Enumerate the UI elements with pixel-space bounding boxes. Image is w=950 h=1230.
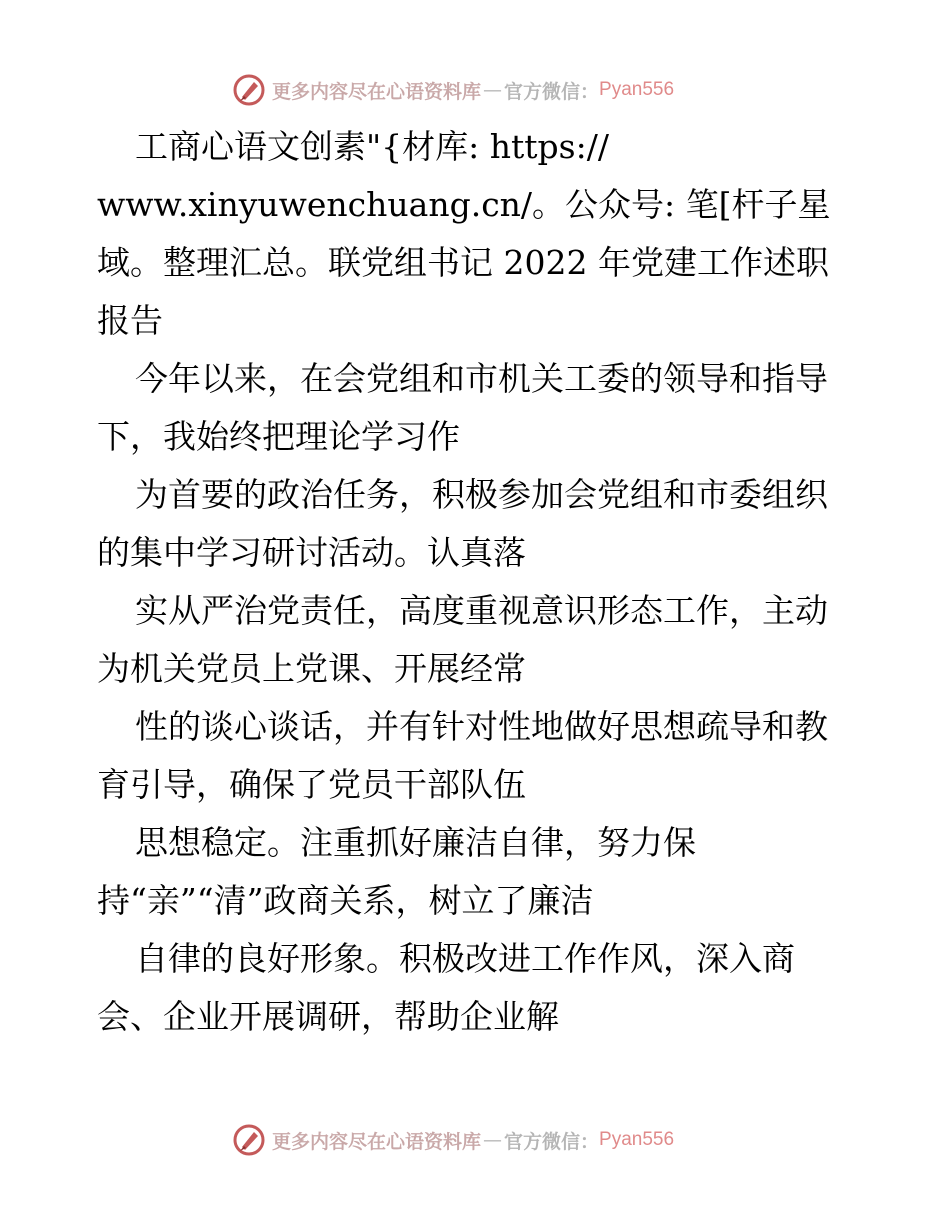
watermark-separator: — xyxy=(483,1129,503,1151)
text-line: 的集中学习研讨活动。认真落 xyxy=(97,533,526,572)
text-line: 报告 xyxy=(97,301,163,340)
pen-nib-circle-icon xyxy=(232,1123,266,1157)
watermark-separator: — xyxy=(483,79,503,101)
text-line: 性的谈心谈话，并有针对性地做好思想疏导和教 xyxy=(135,707,828,746)
watermark-brand-text: 更多内容尽在心语资料库 xyxy=(272,80,482,103)
text-line: www.xinyuwenchuang.cn/。公众号: 笔[杆子星 xyxy=(97,185,831,224)
text-line: 思想稳定。注重抓好廉洁自律，努力保 xyxy=(135,823,696,862)
text-line: 下，我始终把理论学习作 xyxy=(97,417,460,456)
text-line: 今年以来，在会党组和市机关工委的领导和指导 xyxy=(135,359,828,398)
text-line: 育引导，确保了党员干部队伍 xyxy=(97,765,526,804)
pen-nib-circle-icon xyxy=(232,73,266,107)
watermark-official-label: 官方微信： xyxy=(504,80,600,103)
text-line: 为机关党员上党课、开展经常 xyxy=(97,649,526,688)
watermark-brand-text: 更多内容尽在心语资料库 xyxy=(272,1130,482,1153)
text-line: 自律的良好形象。积极改进工作作风，深入商 xyxy=(135,939,795,978)
footer-watermark xyxy=(232,1120,674,1160)
header-watermark xyxy=(232,70,674,110)
text-line: 为首要的政治任务，积极参加会党组和市委组织 xyxy=(135,475,828,514)
watermark-official-label: 官方微信： xyxy=(504,1130,600,1153)
text-line: 持“亲”“清”政商关系，树立了廉洁 xyxy=(97,881,594,920)
watermark-account-id: Pyan556 xyxy=(599,1129,675,1150)
text-line: 工商心语文创素"{材库: https:// xyxy=(135,127,609,166)
text-line: 域。整理汇总。联党组书记 2022 年党建工作述职 xyxy=(97,243,829,282)
text-line: 会、企业开展调研，帮助企业解 xyxy=(97,997,559,1036)
document-body xyxy=(97,118,857,1046)
watermark-account-id: Pyan556 xyxy=(599,79,675,100)
text-line: 实从严治党责任，高度重视意识形态工作，主动 xyxy=(135,591,828,630)
